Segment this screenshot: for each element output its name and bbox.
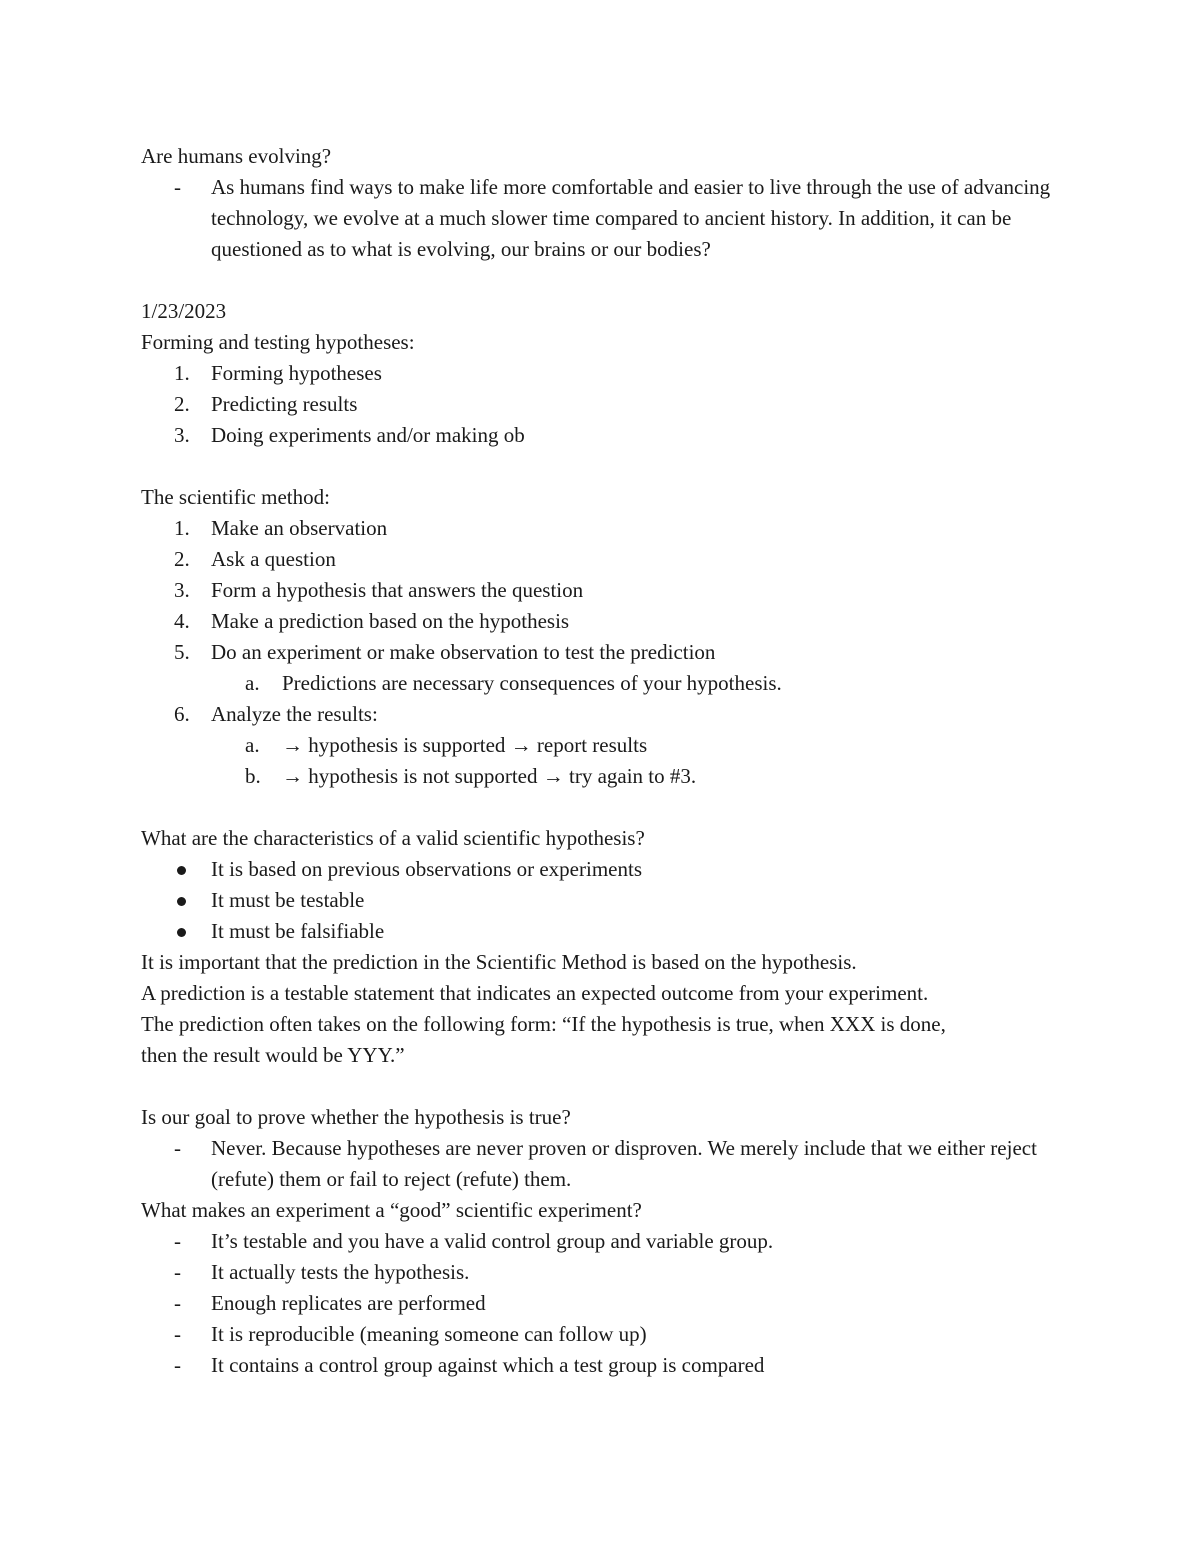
sub-list-item bbox=[141, 668, 1061, 699]
list-item-text: Analyze the results: bbox=[211, 702, 378, 726]
list-letter: a. bbox=[245, 733, 260, 757]
list-item-text: Make a prediction based on the hypothesis bbox=[211, 609, 570, 633]
list-item-text: Forming hypotheses bbox=[211, 361, 382, 385]
list-number: 1. bbox=[174, 516, 190, 540]
list-item-text: → hypothesis is supported → report results bbox=[282, 733, 648, 757]
list-item-text: Ask a question bbox=[211, 547, 336, 571]
list-item-text: It is reproducible (meaning someone can follow up) bbox=[211, 1322, 647, 1346]
bullet-icon bbox=[177, 866, 186, 875]
bullet-item bbox=[141, 916, 1061, 947]
list-item bbox=[141, 389, 1061, 420]
list-item-text: Doing experiments and/or making ob bbox=[211, 423, 525, 447]
list-item-text: Do an experiment or make observation to test the prediction bbox=[211, 640, 716, 664]
paragraph: A prediction is a testable statement that indicates an expected outcome from your experiment. bbox=[141, 981, 929, 1005]
list-item bbox=[141, 606, 1061, 637]
bullet-text: It must be falsifiable bbox=[211, 919, 385, 943]
list-item-text: It’s testable and you have a valid control group and variable group. bbox=[211, 1229, 774, 1253]
list-number: 6. bbox=[174, 702, 190, 726]
list-letter: a. bbox=[245, 671, 260, 695]
paragraph: The prediction often takes on the following form: “If the hypothesis is true, when XXX is done, bbox=[141, 1012, 946, 1036]
list-number: 4. bbox=[174, 609, 190, 633]
dash-marker: - bbox=[174, 1260, 181, 1284]
document-content bbox=[141, 141, 1061, 1381]
spacer bbox=[141, 1071, 1061, 1102]
list-item bbox=[141, 513, 1061, 544]
dash-marker: - bbox=[174, 1136, 181, 1160]
list-number: 3. bbox=[174, 578, 190, 602]
list-item-text: Make an observation bbox=[211, 516, 388, 540]
list-item bbox=[141, 1319, 1061, 1350]
list-number: 2. bbox=[174, 547, 190, 571]
bullet-icon bbox=[177, 928, 186, 937]
bullet-icon bbox=[177, 897, 186, 906]
goal-answer: Never. Because hypotheses are never proven or disproven. We merely include that we either reject (refute) them or fail to reject (refute) them. bbox=[211, 1136, 1037, 1191]
bullet-text: It is based on previous observations or experiments bbox=[211, 857, 642, 881]
sub-list-item bbox=[141, 730, 1061, 761]
list-item bbox=[141, 420, 1061, 451]
sub-list-item bbox=[141, 761, 1061, 792]
list-item bbox=[141, 1226, 1061, 1257]
paragraph: then the result would be YYY.” bbox=[141, 1043, 405, 1067]
spacer bbox=[141, 265, 1061, 296]
dash-marker: - bbox=[174, 1322, 181, 1346]
list-item bbox=[141, 1350, 1061, 1381]
list-item-text: Predictions are necessary consequences of your hypothesis. bbox=[282, 671, 782, 695]
list-item-text: It actually tests the hypothesis. bbox=[211, 1260, 470, 1284]
dash-marker: - bbox=[174, 175, 181, 199]
scientific-method-heading: The scientific method: bbox=[141, 485, 330, 509]
paragraph: It is important that the prediction in the Scientific Method is based on the hypothesis. bbox=[141, 950, 857, 974]
list-number: 2. bbox=[174, 392, 190, 416]
list-number: 3. bbox=[174, 423, 190, 447]
dash-marker: - bbox=[174, 1291, 181, 1315]
list-item bbox=[141, 1288, 1061, 1319]
list-number: 5. bbox=[174, 640, 190, 664]
spacer bbox=[141, 792, 1061, 823]
list-item-text: Form a hypothesis that answers the question bbox=[211, 578, 584, 602]
bullet-item bbox=[141, 854, 1061, 885]
list-item bbox=[141, 1257, 1061, 1288]
characteristics-heading: What are the characteristics of a valid scientific hypothesis? bbox=[141, 826, 645, 850]
list-item bbox=[141, 172, 1061, 265]
list-item-text: Predicting results bbox=[211, 392, 358, 416]
answer-humans-evolving: As humans find ways to make life more comfortable and easier to live through the use of advancing technology, we evolve at a much slower time compared to ancient history. In addition, it can be questioned as to what is evolving, our brains or our bodies? bbox=[211, 175, 1051, 261]
list-item-text: → hypothesis is not supported → try again to #3. bbox=[282, 764, 697, 788]
list-item bbox=[141, 575, 1061, 606]
list-letter: b. bbox=[245, 764, 261, 788]
list-item bbox=[141, 699, 1061, 730]
list-item bbox=[141, 358, 1061, 389]
list-item bbox=[141, 637, 1061, 668]
list-item bbox=[141, 544, 1061, 575]
list-item-text: Enough replicates are performed bbox=[211, 1291, 486, 1315]
spacer bbox=[141, 451, 1061, 482]
question-humans-evolving: Are humans evolving? bbox=[141, 144, 332, 168]
list-number: 1. bbox=[174, 361, 190, 385]
hypotheses-heading: Forming and testing hypotheses: bbox=[141, 330, 415, 354]
goal-question: Is our goal to prove whether the hypothesis is true? bbox=[141, 1105, 571, 1129]
good-experiment-question: What makes an experiment a “good” scientific experiment? bbox=[141, 1198, 642, 1222]
dash-marker: - bbox=[174, 1353, 181, 1377]
bullet-text: It must be testable bbox=[211, 888, 365, 912]
dash-marker: - bbox=[174, 1229, 181, 1253]
list-item-text: It contains a control group against which a test group is compared bbox=[211, 1353, 765, 1377]
bullet-item bbox=[141, 885, 1061, 916]
date-heading: 1/23/2023 bbox=[141, 299, 227, 323]
list-item bbox=[141, 1133, 1061, 1195]
